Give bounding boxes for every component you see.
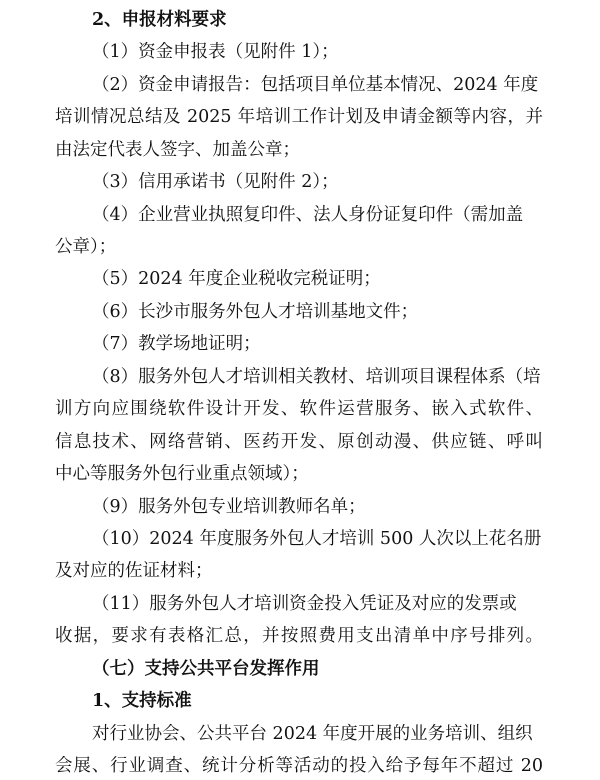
text-line: 收据，要求有表格汇总，并按照费用支出清单中序号排列。 — [55, 626, 543, 646]
text-line: 信息技术、网络营销、医药开发、原创动漫、供应链、呼叫 — [55, 432, 543, 452]
list-item: （3）信用承诺书（见附件 2）； — [92, 172, 339, 192]
text-line: 培训情况总结及 2025 年培训工作计划及申请金额等内容，并 — [55, 107, 543, 127]
list-item: （4）企业营业执照复印件、法人身份证复印件（需加盖 — [92, 205, 524, 225]
list-item: （1）资金申报表（见附件 1）； — [92, 42, 339, 62]
section-heading: 2、申报材料要求 — [92, 10, 227, 30]
list-item: （5）2024 年度企业税收完税证明； — [92, 269, 381, 289]
subsection-heading: 1、支持标准 — [92, 691, 192, 711]
list-item: （11）服务外包人才培训资金投入凭证及对应的发票或 — [92, 594, 517, 614]
text-line: 公章）； — [55, 237, 117, 257]
text-line: 训方向应围绕软件设计开发、软件运营服务、嵌入式软件、 — [55, 399, 543, 419]
list-item: （8）服务外包人才培训相关教材、培训项目课程体系（培 — [92, 367, 541, 387]
text-line: 中心等服务外包行业重点领域）； — [55, 464, 309, 484]
list-item: （9）服务外包专业培训教师名单； — [92, 497, 366, 517]
list-item: （6）长沙市服务外包人才培训基地文件； — [92, 302, 419, 322]
list-item: （10）2024 年度服务外包人才培训 500 人次以上花名册 — [92, 529, 542, 549]
list-item: （7）教学场地证明； — [92, 334, 261, 354]
section-heading: （七）支持公共平台发挥作用 — [92, 659, 320, 679]
text-line: 及对应的佐证材料； — [55, 561, 213, 581]
paragraph-line: 对行业协会、公共平台 2024 年度开展的业务培训、组织 — [92, 724, 533, 744]
text-line: 由法定代表人签字、加盖公章； — [55, 140, 300, 160]
list-item: （2）资金申请报告：包括项目单位基本情况、2024 年度 — [92, 75, 539, 95]
paragraph-line: 会展、行业调查、统计分析等活动的投入给予每年不超过 20 — [55, 756, 543, 776]
